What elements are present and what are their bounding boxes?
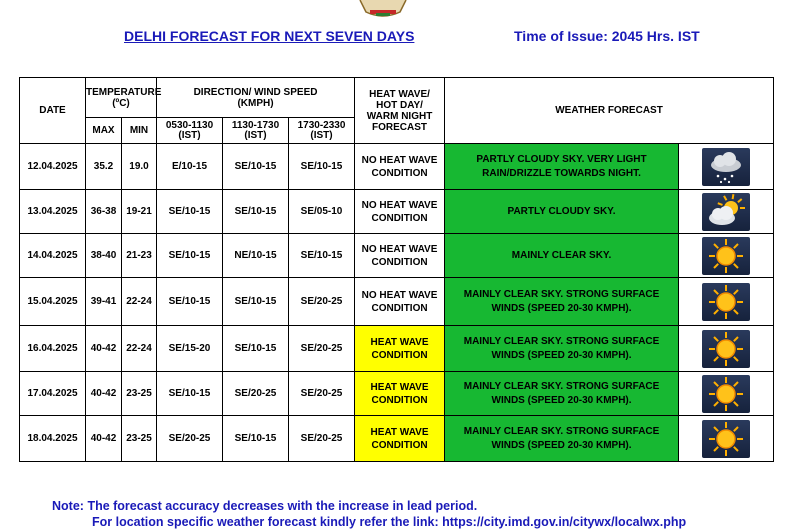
row-wind-slot1: E/10-15: [157, 144, 223, 190]
row-min-temp: 23-25: [122, 416, 157, 462]
slot2-time: 1130-1730: [231, 119, 280, 131]
imd-local-weather-link[interactable]: https://city.imd.gov.in/citywx/localwx.php: [442, 515, 687, 529]
heatwave-label-2: HOT DAY/: [376, 99, 423, 111]
row-max-temp: 40-42: [86, 416, 122, 462]
row-wind-slot1: SE/10-15: [157, 190, 223, 234]
row-wind-slot3: SE/20-25: [289, 416, 355, 462]
sun-icon: [702, 283, 750, 321]
forecast-line-1: PARTLY CLOUDY SKY. VERY LIGHT: [476, 153, 647, 165]
row-forecast-text: [445, 190, 679, 234]
slot1-tz: (IST): [178, 129, 201, 141]
row-wind-slot2: SE/20-25: [223, 372, 289, 416]
heatwave-label-3: WARM NIGHT: [366, 110, 433, 122]
row-wind-slot3: SE/10-15: [289, 144, 355, 190]
forecast-line-2: RAIN/DRIZZLE TOWARDS NIGHT.: [482, 167, 641, 179]
cloud-rain-icon: [702, 148, 750, 186]
row-min-temp: 23-25: [122, 372, 157, 416]
row-date: 13.04.2025: [20, 190, 86, 234]
table-row: [20, 372, 774, 416]
heatwave-status-line-1: NO HEAT WAVE: [361, 154, 438, 166]
table-row: [20, 416, 774, 462]
page-title: DELHI FORECAST FOR NEXT SEVEN DAYS: [124, 28, 415, 44]
temperature-label: TEMPERATURE: [86, 86, 162, 98]
note-link-prefix: For location specific weather forecast kindly refer the link:: [92, 515, 443, 529]
table-row: [20, 190, 774, 234]
slot2-header: [223, 118, 289, 144]
row-max-temp: 40-42: [86, 326, 122, 372]
row-min-temp: 22-24: [122, 278, 157, 326]
row-date: 16.04.2025: [20, 326, 86, 372]
note-line-1: [52, 499, 477, 513]
forecast-rows: [20, 144, 774, 462]
temperature-unit: (ºC): [112, 97, 130, 109]
sun-icon: [702, 375, 750, 413]
sun-icon: [702, 330, 750, 368]
row-min-temp: 21-23: [122, 234, 157, 278]
row-weather-icon-cell: [679, 416, 774, 462]
slot1-header: [157, 118, 223, 144]
heatwave-label-4: FORECAST: [372, 121, 428, 133]
row-heatwave-status: [355, 190, 445, 234]
forecast-line-2: WINDS (SPEED 20-30 KMPH).: [491, 302, 632, 314]
row-wind-slot1: SE/15-20: [157, 326, 223, 372]
heatwave-status-line-1: HEAT WAVE: [370, 426, 429, 438]
row-wind-slot2: NE/10-15: [223, 234, 289, 278]
forecast-line-1: MAINLY CLEAR SKY. STRONG SURFACE: [463, 288, 660, 300]
heatwave-status-line-1: HEAT WAVE: [370, 336, 429, 348]
row-max-temp: 35.2: [86, 144, 122, 190]
row-date: 18.04.2025: [20, 416, 86, 462]
row-wind-slot3: SE/05-10: [289, 190, 355, 234]
wind-header: [157, 78, 355, 118]
forecast-table: [19, 77, 774, 462]
row-max-temp: 36-38: [86, 190, 122, 234]
forecast-line-1: MAINLY CLEAR SKY. STRONG SURFACE: [463, 425, 660, 437]
row-wind-slot3: SE/20-25: [289, 372, 355, 416]
slot3-time: 1730-2330: [297, 119, 346, 131]
row-wind-slot1: SE/10-15: [157, 278, 223, 326]
slot1-time: 0530-1130: [165, 119, 214, 131]
row-min-temp: 19-21: [122, 190, 157, 234]
forecast-line-1: MAINLY CLEAR SKY. STRONG SURFACE: [463, 335, 660, 347]
partly-cloudy-icon: [702, 193, 750, 231]
forecast-line-1: MAINLY CLEAR SKY.: [511, 249, 612, 261]
slot3-header: [289, 118, 355, 144]
row-weather-icon-cell: [679, 144, 774, 190]
row-wind-slot2: SE/10-15: [223, 416, 289, 462]
heatwave-status-line-2: CONDITION: [371, 256, 428, 268]
row-forecast-text: [445, 234, 679, 278]
imd-emblem-logo: [356, 0, 410, 18]
note-text: The forecast accuracy decreases with the increase in lead period.: [87, 499, 478, 513]
heatwave-status-line-1: HEAT WAVE: [370, 381, 429, 393]
row-heatwave-status: [355, 326, 445, 372]
heatwave-status-line-2: CONDITION: [371, 349, 428, 361]
row-forecast-text: [445, 144, 679, 190]
forecast-line-2: WINDS (SPEED 20-30 KMPH).: [491, 394, 632, 406]
row-forecast-text: [445, 326, 679, 372]
row-wind-slot2: SE/10-15: [223, 190, 289, 234]
row-max-temp: 38-40: [86, 234, 122, 278]
row-max-temp: 39-41: [86, 278, 122, 326]
heatwave-status-line-2: CONDITION: [371, 212, 428, 224]
row-wind-slot2: SE/10-15: [223, 144, 289, 190]
row-wind-slot2: SE/10-15: [223, 278, 289, 326]
wind-unit: (KMPH): [237, 97, 274, 109]
row-date: 14.04.2025: [20, 234, 86, 278]
row-heatwave-status: [355, 372, 445, 416]
row-heatwave-status: [355, 278, 445, 326]
row-weather-icon-cell: [679, 326, 774, 372]
row-forecast-text: [445, 372, 679, 416]
time-of-issue: Time of Issue: 2045 Hrs. IST: [514, 28, 700, 44]
forecast-line-1: MAINLY CLEAR SKY. STRONG SURFACE: [463, 380, 660, 392]
row-heatwave-status: [355, 234, 445, 278]
row-weather-icon-cell: [679, 278, 774, 326]
forecast-line-2: WINDS (SPEED 20-30 KMPH).: [491, 349, 632, 361]
row-date: 17.04.2025: [20, 372, 86, 416]
heatwave-status-line-2: CONDITION: [371, 394, 428, 406]
weather-forecast-header: WEATHER FORECAST: [445, 78, 774, 144]
slot2-tz: (IST): [244, 129, 267, 141]
row-min-temp: 19.0: [122, 144, 157, 190]
slot3-tz: (IST): [310, 129, 333, 141]
row-wind-slot2: SE/10-15: [223, 326, 289, 372]
max-header: MAX: [86, 118, 122, 144]
heatwave-status-line-2: CONDITION: [371, 302, 428, 314]
heatwave-status-line-1: NO HEAT WAVE: [361, 289, 438, 301]
date-header: DATE: [20, 78, 86, 144]
heatwave-status-line-1: NO HEAT WAVE: [361, 199, 438, 211]
note-label: Note:: [52, 499, 84, 513]
sun-icon: [702, 420, 750, 458]
row-weather-icon-cell: [679, 234, 774, 278]
min-header: MIN: [122, 118, 157, 144]
row-weather-icon-cell: [679, 372, 774, 416]
table-row: [20, 278, 774, 326]
heatwave-status-line-2: CONDITION: [371, 167, 428, 179]
row-max-temp: 40-42: [86, 372, 122, 416]
row-wind-slot3: SE/20-25: [289, 326, 355, 372]
note-line-2: [92, 515, 686, 529]
row-heatwave-status: [355, 416, 445, 462]
row-date: 12.04.2025: [20, 144, 86, 190]
forecast-line-2: WINDS (SPEED 20-30 KMPH).: [491, 439, 632, 451]
sun-icon: [702, 237, 750, 275]
heatwave-header: [355, 78, 445, 144]
temperature-header: [86, 78, 162, 118]
row-wind-slot1: SE/10-15: [157, 234, 223, 278]
heatwave-status-line-1: NO HEAT WAVE: [361, 243, 438, 255]
row-wind-slot1: SE/10-15: [157, 372, 223, 416]
row-forecast-text: [445, 416, 679, 462]
heatwave-label-1: HEAT WAVE/: [369, 88, 430, 100]
row-forecast-text: [445, 278, 679, 326]
row-min-temp: 22-24: [122, 326, 157, 372]
row-weather-icon-cell: [679, 190, 774, 234]
table-row: [20, 326, 774, 372]
wind-label: DIRECTION/ WIND SPEED: [193, 86, 318, 98]
heatwave-status-line-2: CONDITION: [371, 439, 428, 451]
row-wind-slot3: SE/10-15: [289, 234, 355, 278]
row-heatwave-status: [355, 144, 445, 190]
table-row: [20, 144, 774, 190]
row-wind-slot3: SE/20-25: [289, 278, 355, 326]
forecast-line-1: PARTLY CLOUDY SKY.: [507, 205, 616, 217]
table-row: [20, 234, 774, 278]
row-wind-slot1: SE/20-25: [157, 416, 223, 462]
row-date: 15.04.2025: [20, 278, 86, 326]
